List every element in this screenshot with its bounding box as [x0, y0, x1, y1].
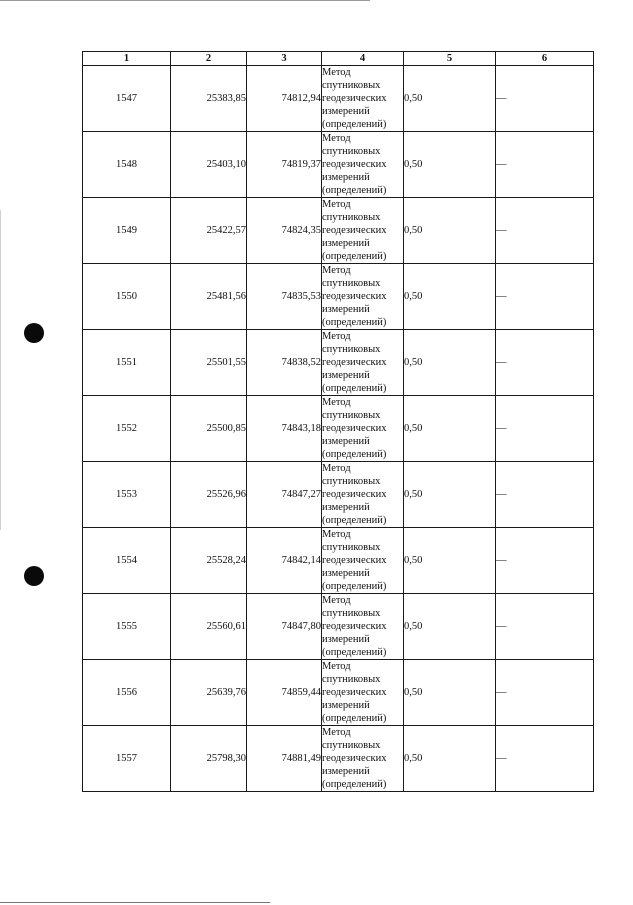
method-line: измерений	[322, 172, 370, 183]
method-line: спутниковых	[322, 212, 381, 223]
y-coordinate-cell: 74859,44	[247, 660, 322, 726]
note-cell: —	[496, 66, 594, 132]
table-row	[83, 396, 594, 462]
method-line: Метод	[322, 463, 351, 474]
x-coordinate-cell: 25383,85	[171, 66, 247, 132]
method-line: геодезических	[322, 753, 387, 764]
x-coordinate-cell: 25560,61	[171, 594, 247, 660]
scan-edge-top	[0, 0, 370, 1]
y-coordinate-cell: 74843,18	[247, 396, 322, 462]
method-cell	[322, 330, 404, 396]
method-line: измерений	[322, 700, 370, 711]
method-cell	[322, 726, 404, 792]
accuracy-cell: 0,50	[404, 66, 496, 132]
method-line: Метод	[322, 265, 351, 276]
coordinates-table	[82, 51, 594, 792]
scan-edge-bottom	[0, 902, 270, 903]
method-line: спутниковых	[322, 80, 381, 91]
method-cell	[322, 594, 404, 660]
x-coordinate-cell: 25422,57	[171, 198, 247, 264]
point-number-cell: 1550	[83, 264, 171, 330]
accuracy-cell: 0,50	[404, 462, 496, 528]
method-cell	[322, 660, 404, 726]
column-header: 4	[322, 52, 404, 66]
table-row	[83, 660, 594, 726]
method-cell	[322, 198, 404, 264]
method-line: спутниковых	[322, 608, 381, 619]
x-coordinate-cell: 25526,96	[171, 462, 247, 528]
method-line: измерений	[322, 634, 370, 645]
x-coordinate-cell: 25481,56	[171, 264, 247, 330]
table-row	[83, 594, 594, 660]
method-line: спутниковых	[322, 542, 381, 553]
method-line: (определений)	[322, 713, 387, 724]
method-line: спутниковых	[322, 146, 381, 157]
table-row	[83, 462, 594, 528]
note-cell: —	[496, 330, 594, 396]
note-cell: —	[496, 198, 594, 264]
method-line: геодезических	[322, 93, 387, 104]
method-line: измерений	[322, 436, 370, 447]
method-line: спутниковых	[322, 278, 381, 289]
accuracy-cell: 0,50	[404, 330, 496, 396]
table-row	[83, 264, 594, 330]
method-line: геодезических	[322, 555, 387, 566]
accuracy-cell: 0,50	[404, 264, 496, 330]
method-line: (определений)	[322, 449, 387, 460]
method-line: Метод	[322, 397, 351, 408]
method-line: (определений)	[322, 383, 387, 394]
point-number-cell: 1557	[83, 726, 171, 792]
method-line: измерений	[322, 106, 370, 117]
accuracy-cell: 0,50	[404, 198, 496, 264]
method-line: (определений)	[322, 251, 387, 262]
method-line: геодезических	[322, 357, 387, 368]
point-number-cell: 1553	[83, 462, 171, 528]
column-header: 2	[171, 52, 247, 66]
point-number-cell: 1551	[83, 330, 171, 396]
table-row	[83, 726, 594, 792]
x-coordinate-cell: 25403,10	[171, 132, 247, 198]
method-line: Метод	[322, 199, 351, 210]
y-coordinate-cell: 74847,80	[247, 594, 322, 660]
y-coordinate-cell: 74847,27	[247, 462, 322, 528]
method-line: геодезических	[322, 423, 387, 434]
y-coordinate-cell: 74842,14	[247, 528, 322, 594]
point-number-cell: 1556	[83, 660, 171, 726]
table-header-row	[83, 52, 594, 66]
method-line: геодезических	[322, 489, 387, 500]
table-row	[83, 198, 594, 264]
note-cell: —	[496, 594, 594, 660]
method-line: (определений)	[322, 119, 387, 130]
x-coordinate-cell: 25639,76	[171, 660, 247, 726]
method-line: спутниковых	[322, 410, 381, 421]
method-line: измерений	[322, 304, 370, 315]
method-line: (определений)	[322, 779, 387, 790]
punch-hole-mark	[24, 566, 44, 586]
table-row	[83, 66, 594, 132]
table-row	[83, 528, 594, 594]
y-coordinate-cell: 74838,52	[247, 330, 322, 396]
method-cell	[322, 66, 404, 132]
method-line: измерений	[322, 370, 370, 381]
method-line: геодезических	[322, 621, 387, 632]
y-coordinate-cell: 74819,37	[247, 132, 322, 198]
note-cell: —	[496, 462, 594, 528]
column-header: 5	[404, 52, 496, 66]
method-cell	[322, 396, 404, 462]
note-cell: —	[496, 528, 594, 594]
accuracy-cell: 0,50	[404, 726, 496, 792]
column-header: 1	[83, 52, 171, 66]
method-line: (определений)	[322, 581, 387, 592]
note-cell: —	[496, 264, 594, 330]
y-coordinate-cell: 74881,49	[247, 726, 322, 792]
method-line: (определений)	[322, 185, 387, 196]
point-number-cell: 1547	[83, 66, 171, 132]
method-cell	[322, 528, 404, 594]
note-cell: —	[496, 396, 594, 462]
method-cell	[322, 132, 404, 198]
method-line: измерений	[322, 568, 370, 579]
point-number-cell: 1554	[83, 528, 171, 594]
method-line: геодезических	[322, 291, 387, 302]
y-coordinate-cell: 74812,94	[247, 66, 322, 132]
method-line: спутниковых	[322, 476, 381, 487]
method-line: Метод	[322, 661, 351, 672]
accuracy-cell: 0,50	[404, 660, 496, 726]
method-line: Метод	[322, 529, 351, 540]
accuracy-cell: 0,50	[404, 528, 496, 594]
method-line: геодезических	[322, 159, 387, 170]
method-line: (определений)	[322, 317, 387, 328]
method-line: спутниковых	[322, 344, 381, 355]
column-header: 6	[496, 52, 594, 66]
table-row	[83, 330, 594, 396]
note-cell: —	[496, 726, 594, 792]
method-cell	[322, 264, 404, 330]
x-coordinate-cell: 25500,85	[171, 396, 247, 462]
method-line: измерений	[322, 502, 370, 513]
method-line: (определений)	[322, 647, 387, 658]
method-line: спутниковых	[322, 674, 381, 685]
method-line: Метод	[322, 133, 351, 144]
table-body	[83, 66, 594, 792]
point-number-cell: 1549	[83, 198, 171, 264]
punch-hole-mark	[24, 323, 44, 343]
method-line: спутниковых	[322, 740, 381, 751]
table-row	[83, 132, 594, 198]
x-coordinate-cell: 25528,24	[171, 528, 247, 594]
accuracy-cell: 0,50	[404, 396, 496, 462]
note-cell: —	[496, 132, 594, 198]
method-cell	[322, 462, 404, 528]
method-line: Метод	[322, 67, 351, 78]
method-line: геодезических	[322, 225, 387, 236]
point-number-cell: 1548	[83, 132, 171, 198]
x-coordinate-cell: 25501,55	[171, 330, 247, 396]
method-line: геодезических	[322, 687, 387, 698]
method-line: Метод	[322, 727, 351, 738]
point-number-cell: 1555	[83, 594, 171, 660]
method-line: измерений	[322, 766, 370, 777]
method-line: (определений)	[322, 515, 387, 526]
y-coordinate-cell: 74835,53	[247, 264, 322, 330]
accuracy-cell: 0,50	[404, 132, 496, 198]
method-line: Метод	[322, 331, 351, 342]
x-coordinate-cell: 25798,30	[171, 726, 247, 792]
method-line: Метод	[322, 595, 351, 606]
method-line: измерений	[322, 238, 370, 249]
y-coordinate-cell: 74824,35	[247, 198, 322, 264]
point-number-cell: 1552	[83, 396, 171, 462]
scan-margin-line	[0, 210, 1, 530]
accuracy-cell: 0,50	[404, 594, 496, 660]
note-cell: —	[496, 660, 594, 726]
column-header: 3	[247, 52, 322, 66]
